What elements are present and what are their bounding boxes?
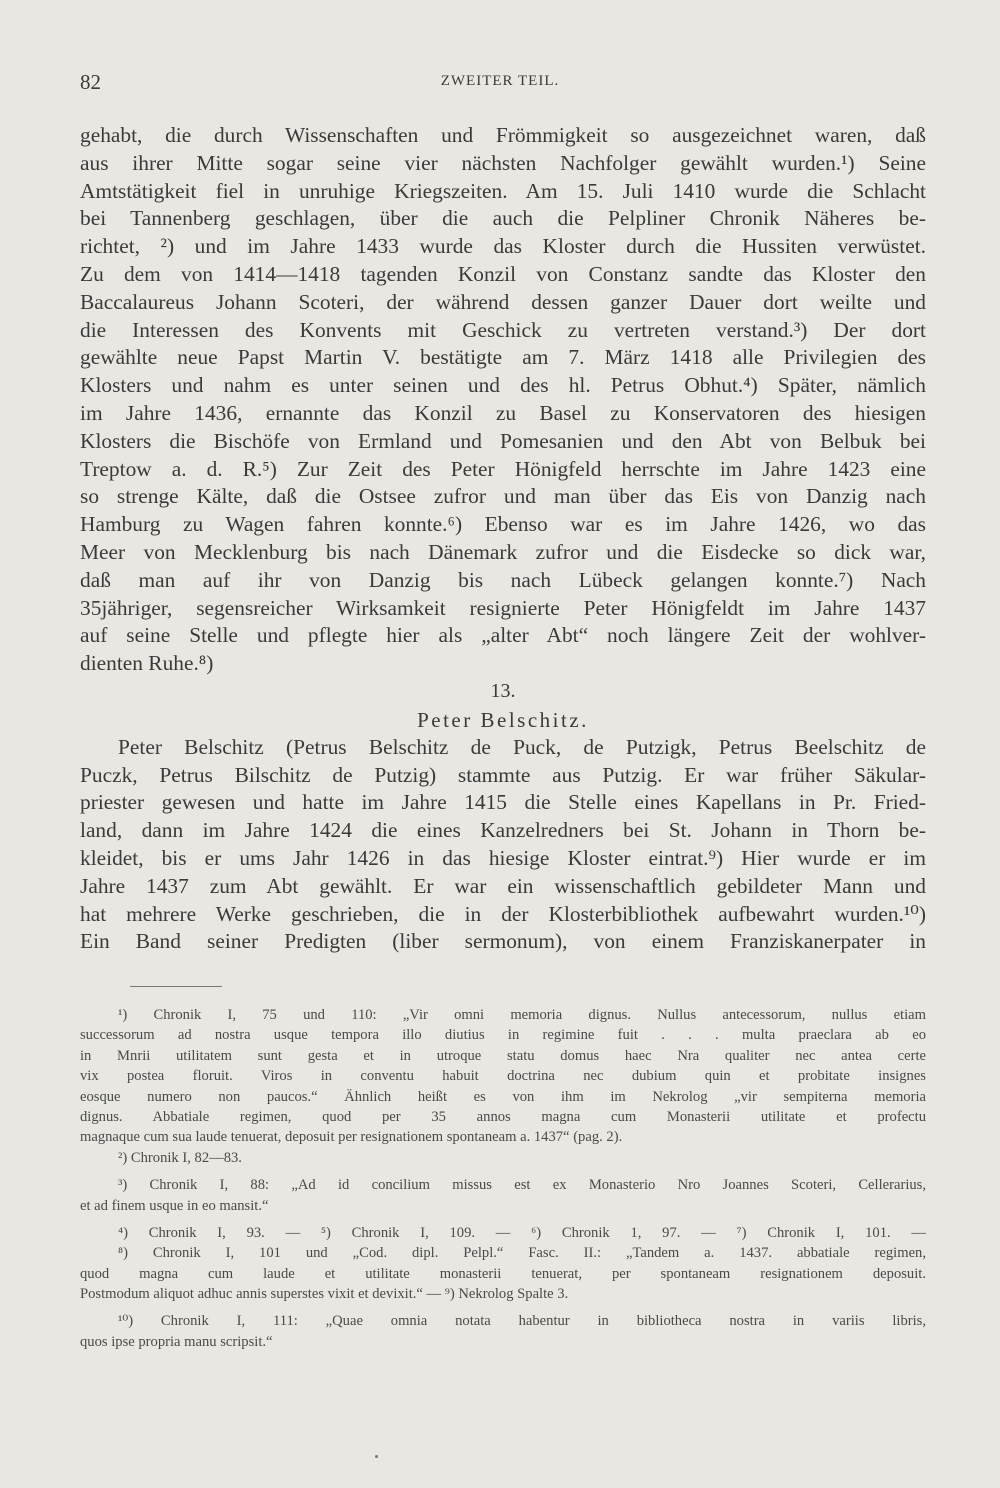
section-number: 13. <box>490 679 516 702</box>
main-text <box>80 122 926 956</box>
text-line: die Interessen des Konvents mit Geschick zu vertreten verstand.³) Der dort <box>80 317 926 342</box>
text-line: priester gewesen und hatte im Jahre 1415 die Stelle eines Kapellans in Pr. Fried- <box>80 790 926 815</box>
text-line: Amtstätigkeit fiel in unruhige Kriegszeiten. Am 15. Juli 1410 wurde die Schlacht <box>80 178 926 203</box>
footnote-line: ¹) Chronik I, 75 und 110: „Vir omni memoria dignus. Nullus antecessorum, nullus etiam <box>118 1007 926 1023</box>
text-line: 35jähriger, segensreicher Wirksamkeit resignierte Peter Hönigfeldt im Jahre 1437 <box>80 595 926 620</box>
text-line: gehabt, die durch Wissenschaften und Frömmigkeit so ausgezeichnet waren, daß <box>80 123 926 147</box>
text-line: im Jahre 1436, ernannte das Konzil zu Basel zu Konservatoren des hiesigen <box>80 400 926 425</box>
footnote-line: successorum ad nostra usque tempora illo diutius in regimine fuit . . . multa praeclara ab eo <box>80 1027 926 1044</box>
footnote-3 <box>80 1175 926 1216</box>
footnote-2: ²) Chronik I, 82—83. <box>118 1149 242 1166</box>
page-number: 82 <box>80 70 101 94</box>
text-line: Treptow a. d. R.⁵) Zur Zeit des Peter Hönigfeld herrschte im Jahre 1423 eine <box>80 456 926 481</box>
footnotes <box>80 1005 926 1352</box>
text-line: so strenge Kälte, daß die Ostsee zufror und man über das Eis von Danzig nach <box>80 484 926 509</box>
running-head <box>80 70 920 100</box>
footnote-line: ⁸) Chronik I, 101 und „Cod. dipl. Pelpl.“ Fasc. II.: „Tandem a. 1437. abbatiale regimen, <box>118 1245 926 1262</box>
footnote-line: dignus. Abbatiale regimen, quod per 35 annos magna cum Monasterii utilitate et profectu <box>80 1108 926 1125</box>
text-line: land, dann im Jahre 1424 die eines Kanzelredners bei St. Johann in Thorn be- <box>80 818 926 843</box>
footnotes-8-9 <box>80 1243 926 1304</box>
text-line: Jahre 1437 zum Abt gewählt. Er war ein wissenschaftlich gebildeter Mann und <box>80 873 926 898</box>
footnote-line: quos ipse propria manu scripsit.“ <box>80 1333 273 1350</box>
text-line: Ein Band seiner Predigten (liber sermonum), von einem Franziskanerpater in <box>80 929 926 954</box>
text-line: auf seine Stelle und pflegte hier als „alter Abt“ noch längere Zeit der wohlver- <box>80 623 926 648</box>
footnote-line: eosque numero non paucos.“ Ähnlich heißt es von ihm im Nekrolog „vir sempiterna memoria <box>80 1088 926 1105</box>
footnote-10 <box>80 1311 926 1352</box>
paragraph-belschitz <box>80 734 926 956</box>
text-line: aus ihrer Mitte sogar seine vier nächsten Nachfolger gewählt wurden.¹) Seine <box>80 150 926 175</box>
paper-speck <box>375 1455 378 1458</box>
footnote-line: Postmodum aliquot adhuc annis superstes vixit et devixit.“ — ⁹) Nekrolog Spalte 3. <box>80 1286 569 1303</box>
footnote-line: quod magna cum laude et utilitate monasterii tenuerat, per spontaneam resignationem deposuit. <box>80 1265 926 1282</box>
text-line: Baccalaureus Johann Scoteri, der während dessen ganzer Dauer dort weilte und <box>80 289 926 314</box>
text-line: bei Tannenberg geschlagen, über die auch die Pelpliner Chronik Näheres be- <box>80 206 926 231</box>
text-line: Hamburg zu Wagen fahren konnte.⁶) Ebenso war es im Jahre 1426, wo das <box>80 512 926 537</box>
footnotes-4-7: ⁴) Chronik I, 93. — ⁵) Chronik I, 109. — ⁶) Chronik 1, 97. — ⁷) Chronik I, 101. — <box>118 1224 926 1241</box>
text-line: Zu dem von 1414—1418 tagenden Konzil von Constanz sandte das Kloster den <box>80 261 926 286</box>
text-line: richtet, ²) und im Jahre 1433 wurde das Kloster durch die Hussiten verwüstet. <box>80 234 926 259</box>
text-line: Klosters und nahm es unter seinen und des hl. Petrus Obhut.⁴) Später, nämlich <box>80 373 926 398</box>
text-line: kleidet, bis er ums Jahr 1426 in das hiesige Kloster eintrat.⁹) Hier wurde er im <box>80 845 926 870</box>
footnote-line: ³) Chronik I, 88: „Ad id concilium missus est ex Monasterio Nro Joannes Scoteri, Cellerarius, <box>118 1177 926 1194</box>
text-line: Peter Belschitz (Petrus Belschitz de Puck, de Putzigk, Petrus Beelschitz de <box>118 734 926 759</box>
footnote-line: ¹⁰) Chronik I, 111: „Quae omnia notata habentur in bibliotheca nostra in variis libris, <box>118 1313 926 1330</box>
footnote-rule <box>130 986 222 987</box>
section-title: Peter Belschitz. <box>417 707 589 732</box>
text-line: Klosters die Bischöfe von Ermland und Pomesanien und den Abt von Belbuk bei <box>80 428 926 453</box>
running-title: ZWEITER TEIL. <box>440 73 560 89</box>
footnote-line: magnaque cum sua laude tenuerat, deposuit per resignationem spontaneam a. 1437“ (pag. 2). <box>80 1129 623 1146</box>
text-line: Meer von Mecklenburg bis nach Dänemark zufror und die Eisdecke so dick war, <box>80 539 926 564</box>
footnote-line: in Mnrii utilitatem sunt gesta et in utroque statu domus haec Nra qualiter nec antea certe <box>80 1047 926 1064</box>
paragraph-hoenigfeld <box>80 122 926 678</box>
footnote-1 <box>80 1005 926 1148</box>
text-line: Puczk, Petrus Bilschitz de Putzig) stammte aus Putzig. Er war früher Säkular- <box>80 762 926 787</box>
footnote-line: vix postea floruit. Viros in conventu habuit doctrina nec dubium quin et probitate insignes <box>80 1068 926 1085</box>
text-line: hat mehrere Werke geschrieben, die in der Klosterbibliothek aufbewahrt wurden.¹⁰) <box>80 901 926 926</box>
text-line: daß man auf ihr von Danzig bis nach Lübeck gelangen konnte.⁷) Nach <box>80 567 926 592</box>
text-line: gewählte neue Papst Martin V. bestätigte am 7. März 1418 alle Privilegien des <box>80 345 926 370</box>
text-line: dienten Ruhe.⁸) <box>80 651 214 676</box>
footnote-line: et ad finem usque in eo mansit.“ <box>80 1197 269 1214</box>
